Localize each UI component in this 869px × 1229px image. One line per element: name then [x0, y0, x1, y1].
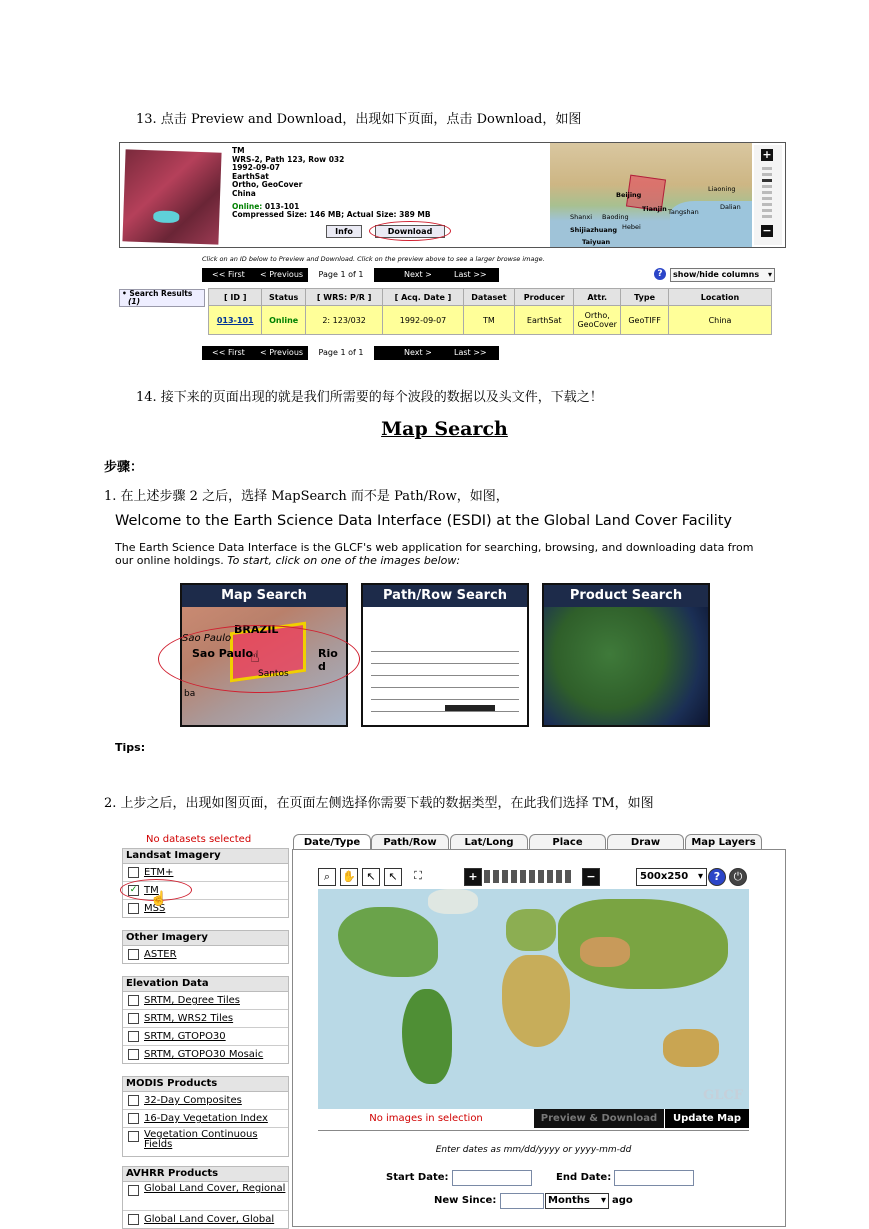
table-row [209, 306, 772, 335]
months-select[interactable] [545, 1193, 609, 1209]
checkbox[interactable] [128, 995, 139, 1006]
landmass-australia [663, 1029, 719, 1067]
date-format-hint: Enter dates as mm/dd/yyyy or yyyy-mm-dd [435, 1145, 632, 1155]
landmass-greenland [428, 889, 478, 914]
dataset-modis-32day[interactable] [123, 1092, 288, 1110]
dataset-label: TM [144, 885, 159, 896]
category-title: Elevation Data [123, 977, 288, 992]
zoom-in-icon[interactable]: + [762, 148, 772, 161]
location-map[interactable] [550, 143, 752, 247]
map-status-bar [318, 1109, 749, 1128]
no-images-message: No images in selection [318, 1109, 534, 1128]
tips-label: Tips: [115, 741, 146, 754]
dataset-srtm-degree[interactable] [123, 992, 288, 1010]
landmass-europe [506, 909, 556, 951]
category-avhrr [122, 1166, 289, 1229]
new-since-label: New Since: [434, 1195, 497, 1206]
tab-map-layers[interactable]: Map Layers [685, 834, 762, 850]
meta-sensor: TM [232, 146, 245, 155]
pager-last-bottom[interactable]: Last >> [454, 348, 487, 357]
new-since-input[interactable] [500, 1193, 544, 1209]
category-modis [122, 1076, 289, 1157]
cell-date: 1992-09-07 [383, 306, 463, 335]
col-acq-date[interactable]: [ Acq. Date ] [383, 289, 463, 306]
map-label-shijiazhuang: Shijiazhuang [570, 226, 618, 234]
checkbox[interactable] [128, 1095, 139, 1106]
col-location: Location [669, 289, 772, 306]
meta-wrs: WRS-2, Path 123, Row 032 [232, 154, 345, 164]
map-size-select[interactable] [636, 868, 707, 886]
cell-wrs: 2: 123/032 [305, 306, 382, 335]
zoom-out-icon[interactable]: − [762, 224, 772, 237]
cell-producer: EarthSat [515, 306, 574, 335]
map-label-hebei: Hebei [622, 223, 641, 231]
zoom-level-bar[interactable] [484, 870, 574, 883]
map-label-tangshan: Tangshan [668, 208, 699, 216]
checkbox[interactable] [128, 867, 139, 878]
category-other-imagery [122, 930, 289, 964]
dataset-modis-16day[interactable] [123, 1110, 288, 1128]
product-search-card[interactable] [542, 583, 710, 727]
checkbox[interactable] [128, 1131, 139, 1142]
map-label-baoding: Baoding [602, 213, 629, 221]
map-label-tianjin: Tianjin [642, 205, 667, 213]
welcome-body-instruction: To start, click on one of the images below: [227, 553, 461, 567]
download-highlight-ellipse [369, 221, 451, 241]
col-type: Type [621, 289, 669, 306]
glcf-watermark: GLCF [703, 1088, 743, 1103]
results-header-row [209, 289, 772, 306]
power-icon[interactable]: ⏻ [729, 868, 747, 886]
tab-lat-long[interactable]: Lat/Long [450, 834, 528, 850]
hand-cursor-icon: ☝ [150, 891, 168, 907]
pager-page-bottom: Page 1 of 1 [308, 346, 374, 360]
pager-first[interactable]: << First [212, 270, 245, 279]
zoom-out-icon[interactable]: − [582, 868, 600, 886]
end-date-input[interactable] [614, 1170, 694, 1186]
chevron-down-icon: ▾ [767, 270, 772, 279]
results-table [208, 288, 772, 335]
pointer-icon[interactable]: ↖ [384, 868, 402, 886]
magnifier-icon[interactable]: ⌕ [318, 868, 336, 886]
show-hide-label: show/hide columns [673, 270, 760, 279]
col-wrs[interactable]: [ WRS: P/R ] [305, 289, 382, 306]
map-size-value: 500x250 [640, 871, 689, 882]
preview-download-button[interactable]: Preview & Download [534, 1109, 664, 1128]
chevron-down-icon: ▾ [697, 871, 703, 882]
cell-status: Online [262, 306, 305, 335]
tab-place[interactable]: Place [529, 834, 606, 850]
scene-metadata [232, 147, 431, 220]
pager-next[interactable]: Next > [404, 270, 432, 279]
search-results-label: Search Results [129, 289, 193, 298]
checkbox[interactable] [128, 1013, 139, 1024]
landmass-north-america [338, 907, 438, 977]
hand-cursor-icon: ☝ [250, 647, 260, 666]
step-2-text: 2. 上步之后，出现如图页面，在页面左侧选择你需要下载的数据类型，在此我们选择 TM，如图 [104, 796, 654, 811]
path-row-search-card[interactable] [361, 583, 529, 727]
pager-first-bottom[interactable]: << First [212, 348, 245, 357]
size-line: Compressed Size: 146 MB; Actual Size: 389 MB [232, 210, 431, 220]
map-search-highlight-ellipse [158, 625, 360, 693]
download-button[interactable]: Download [375, 225, 445, 238]
checkbox[interactable] [128, 903, 139, 914]
date-form [318, 1130, 749, 1226]
pager-next-bottom[interactable]: Next > [404, 348, 432, 357]
start-date-label: Start Date: [386, 1172, 449, 1183]
checkbox[interactable] [128, 1031, 139, 1042]
online-label: Online: [232, 201, 263, 211]
col-status: Status [262, 289, 305, 306]
landmass-middle-east [580, 937, 630, 967]
cell-id-link[interactable]: 013-101 [209, 306, 262, 335]
info-button[interactable]: Info [326, 225, 362, 238]
zoom-in-icon[interactable]: + [464, 868, 482, 886]
end-date-label: End Date: [556, 1172, 612, 1183]
col-producer: Producer [515, 289, 574, 306]
scene-thumbnail[interactable] [122, 149, 221, 244]
col-id[interactable]: [ ID ] [209, 289, 262, 306]
help-icon[interactable]: ? [708, 868, 726, 886]
category-title: Other Imagery [123, 931, 288, 946]
checkbox[interactable] [128, 1214, 139, 1225]
dataset-label: Global Land Cover, Global [144, 1214, 275, 1225]
step-14-text: 14. 接下来的页面出现的就是我们所需要的每个波段的数据以及头文件，下载之！ [136, 390, 603, 405]
map-label-dalian: Dalian [720, 203, 741, 211]
dataset-label: MSS [144, 903, 166, 914]
map-label-liaoning: Liaoning [708, 185, 736, 193]
ago-label: ago [612, 1195, 633, 1206]
search-results-tab[interactable]: • Search Results (1) [119, 289, 205, 307]
dataset-label: ASTER [144, 949, 177, 960]
dataset-mss[interactable] [123, 900, 288, 917]
landmass-south-america [402, 989, 452, 1084]
meta-producer: EarthSat [232, 171, 269, 181]
form-buttons [445, 705, 495, 711]
dataset-label: SRTM, Degree Tiles [144, 995, 240, 1006]
col-dataset: Dataset [463, 289, 515, 306]
map-zoom-control [754, 145, 782, 245]
dataset-srtm-gtopo30-mosaic[interactable] [123, 1046, 288, 1063]
tab-date-type[interactable]: Date/Type [293, 834, 371, 850]
cell-dataset: TM [463, 306, 515, 335]
chevron-down-icon: ▾ [600, 1195, 606, 1206]
pager-previous[interactable]: < Previous [260, 270, 304, 279]
full-extent-icon[interactable]: ⛶ [410, 868, 426, 884]
select-plus-icon[interactable]: ↖ [362, 868, 380, 886]
dataset-avhrr-global[interactable] [123, 1211, 288, 1228]
dataset-srtm-wrs2[interactable] [123, 1010, 288, 1028]
section-heading: Map Search [381, 418, 508, 440]
show-hide-columns-select[interactable] [670, 268, 775, 282]
start-date-input[interactable] [452, 1170, 532, 1186]
dataset-label: SRTM, GTOPO30 Mosaic [144, 1049, 264, 1060]
steps-label: 步骤： [104, 460, 144, 475]
pager-last[interactable]: Last >> [454, 270, 487, 279]
search-results-count: (1) [128, 296, 141, 306]
dataset-label: SRTM, WRS2 Tiles [144, 1013, 234, 1024]
checkbox-checked[interactable]: ✓ [129, 885, 138, 895]
update-map-button[interactable]: Update Map [665, 1109, 749, 1128]
cell-attr: Ortho, GeoCover [574, 306, 621, 335]
col-attr: Attr. [574, 289, 621, 306]
meta-location: China [232, 188, 256, 198]
meta-date: 1992-09-07 [232, 163, 280, 173]
welcome-body-text: The Earth Science Data Interface is the GLCF's web application for searching, browsing, and downloading data from our online holdings. [115, 541, 754, 567]
tab-path-row[interactable]: Path/Row [371, 834, 449, 850]
label-brazil: BRAZIL [234, 623, 279, 636]
label-santos: Santos [258, 669, 289, 679]
pager-page: Page 1 of 1 [308, 268, 374, 282]
map-label-beijing: Beijing [616, 191, 642, 199]
no-datasets-selected: No datasets selected [146, 834, 252, 845]
pager-previous-bottom[interactable]: < Previous [260, 348, 304, 357]
category-title: Landsat Imagery [123, 849, 288, 864]
map-toolbar [318, 866, 748, 888]
dataset-aster[interactable] [123, 946, 288, 963]
path-row-search-card-title: Path/Row Search [363, 585, 527, 607]
online-value: 013-101 [264, 201, 300, 211]
dataset-srtm-gtopo30[interactable] [123, 1028, 288, 1046]
months-value: Months [548, 1195, 590, 1206]
category-title: MODIS Products [123, 1077, 288, 1092]
welcome-body [115, 542, 775, 567]
checkbox[interactable] [128, 1185, 139, 1196]
cell-type: GeoTIFF [621, 306, 669, 335]
results-hint: Click on an ID below to Preview and Download. Click on the preview above to see a larger browse image. [202, 255, 545, 263]
dataset-label: Global Land Cover, Regional [144, 1183, 286, 1194]
welcome-title: Welcome to the Earth Science Data Interface (ESDI) at the Global Land Cover Facility [115, 513, 733, 529]
preview-download-panel [119, 142, 786, 248]
cell-location: China [669, 306, 772, 335]
product-search-card-title: Product Search [544, 585, 708, 607]
dataset-label: SRTM, GTOPO30 [144, 1031, 226, 1042]
map-label-taiyuan: Taiyuan [582, 238, 611, 246]
step-13-text: 13. 点击 Preview and Download，出现如下页面，点击 Download，如图 [136, 112, 582, 127]
dataset-avhrr-regional[interactable] [123, 1182, 288, 1211]
map-label-shanxi: Shanxi [570, 213, 593, 221]
checkbox[interactable] [128, 1049, 139, 1060]
tab-draw[interactable]: Draw [607, 834, 684, 850]
step-1-text: 1. 在上述步骤 2 之后，选择 MapSearch 而不是 Path/Row，如图， [104, 489, 509, 504]
pan-hand-icon[interactable]: ✋ [340, 868, 358, 886]
landmass-africa [502, 955, 570, 1047]
dataset-label: 32-Day Composites [144, 1095, 242, 1106]
pager-bottom [202, 346, 499, 360]
label-saopaulo-small: Sao Paulo [182, 633, 232, 644]
label-rio: Rio d [318, 647, 338, 673]
world-map[interactable] [318, 889, 749, 1109]
category-title: AVHRR Products [123, 1167, 288, 1182]
label-saopaulo: Sao Paulo [192, 647, 254, 660]
dataset-label: 16-Day Vegetation Index [144, 1113, 268, 1124]
map-search-card-title: Map Search [182, 585, 346, 607]
checkbox[interactable] [128, 1113, 139, 1124]
continent-image [544, 607, 708, 725]
label-ba: ba [184, 689, 196, 699]
category-elevation [122, 976, 289, 1064]
dataset-label: Vegetation Continuous Fields [144, 1129, 258, 1150]
meta-attr: Ortho, GeoCover [232, 180, 303, 190]
pager-top [202, 268, 499, 282]
dataset-label: ETM+ [144, 867, 174, 878]
help-icon[interactable]: ? [654, 268, 666, 280]
checkbox[interactable] [128, 949, 139, 960]
dataset-modis-vcf[interactable] [123, 1128, 288, 1156]
